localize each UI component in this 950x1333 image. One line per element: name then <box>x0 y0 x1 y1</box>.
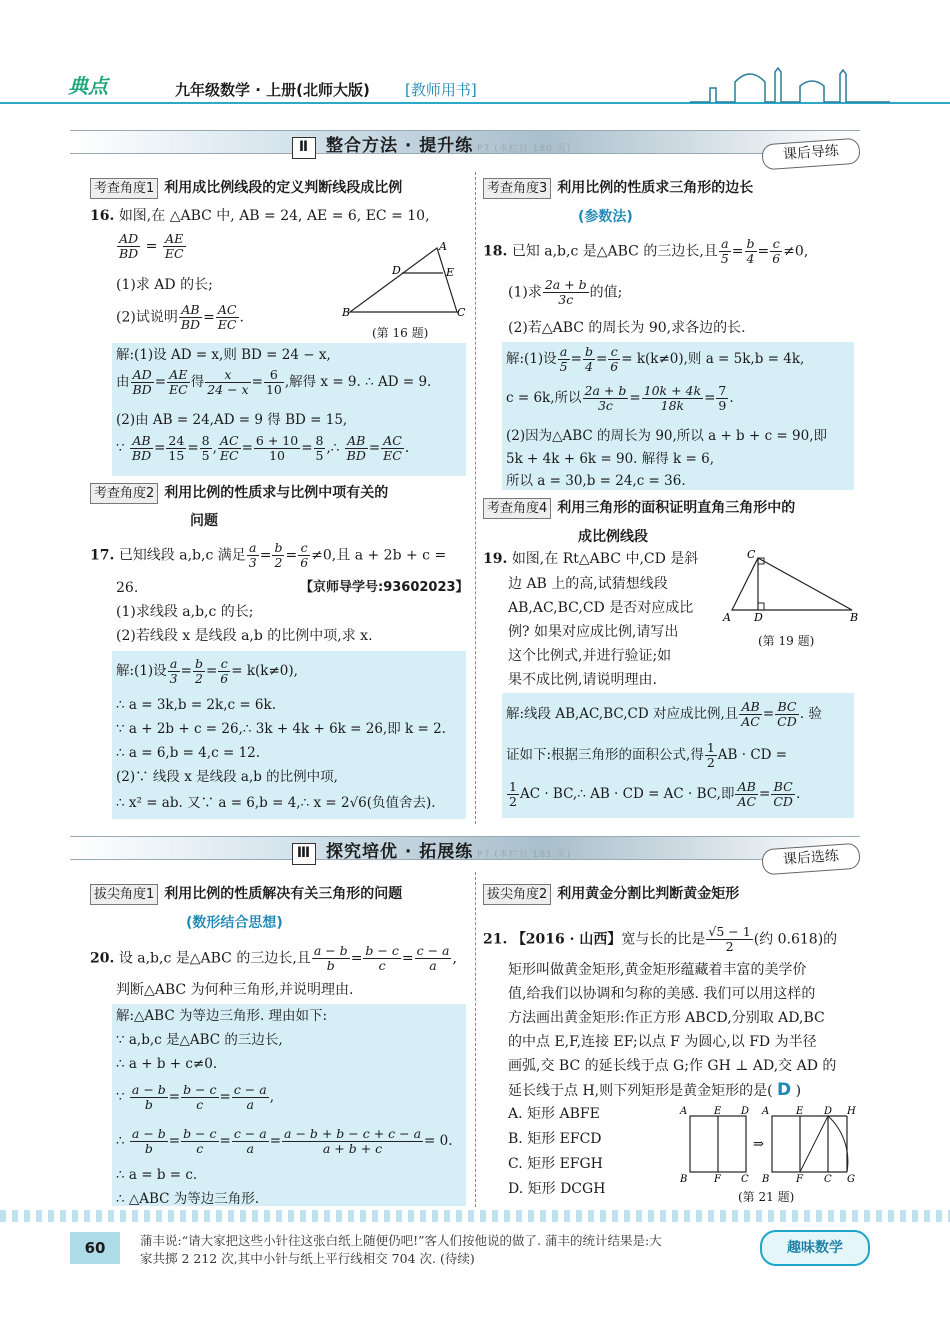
s17-line4: ∴ a = 6,b = 4,c = 12. <box>116 745 261 761</box>
svg-text:E: E <box>796 1106 804 1117</box>
q16-part1: (1)求 AD 的长; <box>116 277 213 293</box>
angle-label: 考查角度1 <box>90 178 158 199</box>
q17-part2: (2)若线段 x 是线段 a,b 的比例中项,求 x. <box>116 628 373 644</box>
svg-text:B: B <box>762 1174 770 1185</box>
s18-line2: c = 6k,所以 $\frac{2a + b}{3c}$ = $\frac{10k + 4k}{18k}$ = $\frac{7}{9}$ . <box>506 383 734 413</box>
q21-line2: 矩形叫做黄金矩形,黄金矩形蕴藏着丰富的美学价 <box>508 962 807 978</box>
fun-math-badge: 趣味数学 <box>760 1230 870 1266</box>
angle-text: 利用三角形的面积证明直角三角形中的 <box>557 500 796 516</box>
roman-numeral: Ⅱ <box>292 137 316 159</box>
section-note: P7 (本栏目 181 页) <box>477 850 572 860</box>
q17-part1: (1)求线段 a,b,c 的长; <box>116 604 254 620</box>
s19-line2: 证如下:根据三角形的面积公式,得 $\frac{1}{2}$ AB · CD = <box>506 740 788 770</box>
q21-line6: 画弧,交 BC 的延长线于点 G;作 GH ⊥ AD,交 AD 的 <box>508 1058 837 1074</box>
section-2-tag: 课后导练 <box>761 138 861 171</box>
figure-21 <box>676 1102 861 1186</box>
q21-line1: 21. 【2016 · 山西】宽与长的比是 $\frac{√5 - 1}{2}$ (约 0.618)的 <box>483 924 838 954</box>
s16-line2: 由 $\frac{AD}{BD}$ = $\frac{AE}{EC}$ 得 $\frac{x}{24 - x}$ = $\frac{6}{10}$ ,解得 x = 9. ∴ AD = 9. <box>116 367 432 397</box>
q21-line5: 的中点 E,F,连接 EF;以点 F 为圆心,以 FD 为半径 <box>508 1034 817 1050</box>
angle-text: 利用黄金分割比判断黄金矩形 <box>557 886 740 902</box>
q21-line7: 延长线于点 H,则下列矩形是黄金矩形的是( D ) <box>508 1080 802 1100</box>
s17-line3: ∵ a + 2b + c = 26,∴ 3k + 4k + 6k = 26,即 k = 2. <box>116 721 446 737</box>
s20-line7: ∴ △ABC 为等边三角形. <box>116 1191 260 1207</box>
angle-2-header <box>90 482 388 504</box>
angle-4-text-cont: 成比例线段 <box>578 529 648 545</box>
angle-3-hint: (参数法) <box>578 209 633 225</box>
s20-line6: ∴ a = b = c. <box>116 1167 198 1183</box>
section-title-text: 探究培优 · 拓展练 <box>326 842 474 862</box>
q18-part2: (2)若△ABC 的周长为 90,求各边的长. <box>508 320 746 336</box>
angle-6-header <box>483 883 739 905</box>
svg-text:E: E <box>446 266 455 279</box>
q19-line2: 边 AB 上的高,试猜想线段 <box>508 576 668 592</box>
q18-part1: (1)求 $\frac{2a + b}{3c}$ 的值; <box>508 277 623 307</box>
answer-d: D <box>777 1080 792 1100</box>
angle-label: 拔尖角度2 <box>483 884 551 905</box>
s16-line3: (2)由 AB = 24,AD = 9 得 BD = 15, <box>116 412 348 428</box>
q17-code: 【京师导学号:93602023】 <box>300 580 469 595</box>
s17-line6: ∴ x² = ab. 又∵ a = 6,b = 4,∴ x = 2√6(负值舍去). <box>116 795 436 811</box>
angle-5-header <box>90 883 402 905</box>
s17-line1: 解:(1)设 $\frac{a}{3}$ = $\frac{b}{2}$ = $\frac{c}{6}$ = k(k≠0), <box>116 656 298 686</box>
figure-16 <box>340 240 470 320</box>
svg-text:A: A <box>680 1106 688 1117</box>
section-3-tag: 课后选练 <box>761 843 861 876</box>
footer-line2: 家共掷 2 212 次,其中小针与纸上平行线相交 704 次. (待续) <box>140 1251 475 1266</box>
svg-text:C: C <box>824 1174 832 1185</box>
s18-line4: 5k + 4k + 6k = 90. 解得 k = 6, <box>506 451 714 467</box>
angle-label: 拔尖角度1 <box>90 884 158 905</box>
q17-line2: 26. <box>116 580 139 596</box>
angle-label: 考查角度4 <box>483 498 551 519</box>
s16-line1: 解:(1)设 AD = x,则 BD = 24 − x, <box>116 347 331 363</box>
angle-5-hint: (数形结合思想) <box>186 915 283 931</box>
s17-line2: ∴ a = 3k,b = 2k,c = 6k. <box>116 697 276 713</box>
svg-text:D: D <box>741 1106 750 1117</box>
svg-text:C: C <box>741 1174 749 1185</box>
roman-numeral: Ⅲ <box>292 843 316 865</box>
angle-3-header <box>483 177 753 199</box>
book-title: 九年级数学 · 上册(北师大版) <box>175 81 370 99</box>
svg-text:A: A <box>439 240 447 253</box>
svg-text:E: E <box>714 1106 722 1117</box>
s16-line4: ∵ $\frac{AB}{BD}$ = $\frac{24}{15}$ = $\frac{8}{5}$ , $\frac{AC}{EC}$ = $\frac{6 + 10}{10}$ = $\frac{8}{5}$ ,∴ $\frac{AB}{BD}$ = $\frac{AC}{EC}$ . <box>116 433 410 463</box>
section-3-title <box>292 837 571 865</box>
q16-part2: (2)试说明 $\frac{AB}{BD}$ = $\frac{AC}{EC}$ . <box>116 302 244 332</box>
s19-line3: $\frac{1}{2}$ AC · BC,∴ AB · CD = AC · BC,即 $\frac{AB}{AC}$ = $\frac{BC}{CD}$ . <box>509 779 801 809</box>
angle-4-header <box>483 497 795 519</box>
s20-line4: ∵ $\frac{a - b}{b}$ = $\frac{b - c}{c}$ = $\frac{c - a}{a}$ , <box>116 1082 274 1112</box>
q21-option-a: A. 矩形 ABFE <box>508 1106 600 1122</box>
figure-16-caption: (第 16 题) <box>372 326 429 340</box>
edition-label: [教师用书] <box>405 81 477 99</box>
svg-text:A: A <box>723 611 731 624</box>
q20-line2: 判断△ABC 为何种三角形,并说明理由. <box>116 982 354 998</box>
column-divider <box>475 172 476 824</box>
page-number: 60 <box>70 1232 120 1264</box>
angle-label: 考查角度3 <box>483 178 551 199</box>
q19-line1: 19. 如图,在 Rt△ABC 中,CD 是斜 <box>483 551 699 567</box>
section-title-text: 整合方法 · 提升练 <box>326 136 474 156</box>
s18-line1: 解:(1)设 $\frac{a}{5}$ = $\frac{b}{4}$ = $\frac{c}{6}$ = k(k≠0),则 a = 5k,b = 4k, <box>506 344 805 374</box>
skyline-decoration <box>690 64 890 104</box>
s20-line1: 解:△ABC 为等边三角形. 理由如下: <box>116 1008 328 1024</box>
svg-text:D: D <box>392 264 401 277</box>
angle-text: 利用比例的性质求三角形的边长 <box>557 180 754 196</box>
q19-line6: 果不成比例,请说明理由. <box>508 672 657 688</box>
s20-line2: ∵ a,b,c 是△ABC 的三边长, <box>116 1032 283 1048</box>
svg-text:D: D <box>824 1106 833 1117</box>
svg-text:C: C <box>457 306 466 319</box>
angle-1-header <box>90 177 402 199</box>
footer-line1: 蒲丰说:“请大家把这些小针往这张白纸上随便仍吧!”客人们按他说的做了. 蒲丰的统计结果是:大 <box>140 1233 662 1248</box>
q20-line1: 20. 设 a,b,c 是△ABC 的三边长,且 $\frac{a - b}{b}$ = $\frac{b - c}{c}$ = $\frac{c - a}{a}$ , <box>90 943 457 973</box>
q21-option-d: D. 矩形 DCGH <box>508 1181 606 1197</box>
s18-line3: (2)因为△ABC 的周长为 90,所以 a + b + c = 90,即 <box>506 428 828 444</box>
angle-text: 利用成比例线段的定义判断线段成比例 <box>164 180 403 196</box>
brand-logo: 典点 <box>68 74 108 98</box>
section-note: P7 (本栏目 180 页) <box>477 144 572 154</box>
svg-text:H: H <box>847 1106 856 1117</box>
footer-story <box>140 1232 780 1268</box>
svg-text:A: A <box>762 1106 770 1117</box>
q18-line1: 18. 已知 a,b,c 是△ABC 的三边长,且 $\frac{a}{5}$ = $\frac{b}{4}$ = $\frac{c}{6}$ ≠0, <box>483 236 809 266</box>
angle-2-text-cont: 问题 <box>190 513 218 529</box>
s17-line5: (2)∵ 线段 x 是线段 a,b 的比例中项, <box>116 769 338 785</box>
s18-line5: 所以 a = 30,b = 24,c = 36. <box>506 473 686 489</box>
q16-ratio: $\frac{AD}{BD}$ = $\frac{AE}{EC}$ <box>119 231 184 261</box>
s20-line3: ∴ a + b + c≠0. <box>116 1056 218 1072</box>
q21-line4: 方法画出黄金矩形:作正方形 ABCD,分别取 AD,BC <box>508 1010 825 1026</box>
svg-text:G: G <box>847 1174 855 1185</box>
figure-19 <box>720 546 865 626</box>
svg-text:F: F <box>796 1174 803 1185</box>
section-2-title <box>292 131 571 159</box>
svg-text:B: B <box>680 1174 688 1185</box>
s19-line1: 解:线段 AB,AC,BC,CD 对应成比例,且 $\frac{AB}{AC}$ = $\frac{BC}{CD}$ . 验 <box>506 699 822 729</box>
svg-text:C: C <box>747 548 756 561</box>
q21-option-b: B. 矩形 EFCD <box>508 1131 602 1147</box>
figure-21-caption: (第 21 题) <box>738 1190 795 1204</box>
svg-text:⇒: ⇒ <box>753 1137 764 1152</box>
s20-line5: ∴ $\frac{a - b}{b}$ = $\frac{b - c}{c}$ = $\frac{c - a}{a}$ = $\frac{a - b + b - c + c - a}{a + b + c}$ = 0. <box>116 1126 453 1156</box>
svg-text:D: D <box>754 611 763 624</box>
svg-text:B: B <box>342 306 351 319</box>
svg-text:B: B <box>850 611 859 624</box>
footer-band <box>0 1210 950 1222</box>
column-divider <box>475 872 476 1207</box>
q21-line3: 值,给我们以协调和匀称的美感. 我们可以用这样的 <box>508 986 816 1002</box>
svg-text:F: F <box>714 1174 721 1185</box>
angle-text: 利用比例的性质解决有关三角形的问题 <box>164 886 403 902</box>
q19-line4: 例? 如果对应成比例,请写出 <box>508 624 679 640</box>
angle-label: 考查角度2 <box>90 483 158 504</box>
q21-option-c: C. 矩形 EFGH <box>508 1156 603 1172</box>
q19-line5: 这个比例式,并进行验证;如 <box>508 648 672 664</box>
q16-line1: 16. 如图,在 △ABC 中, AB = 24, AE = 6, EC = 10, <box>90 208 430 224</box>
angle-text: 利用比例的性质求与比例中项有关的 <box>164 485 389 501</box>
figure-19-caption: (第 19 题) <box>758 634 815 648</box>
q17-line1: 17. 已知线段 a,b,c 满足 $\frac{a}{3}$ = $\frac{b}{2}$ = $\frac{c}{6}$ ≠0,且 a + 2b + c = <box>90 540 447 570</box>
q19-line3: AB,AC,BC,CD 是否对应成比 <box>508 600 694 616</box>
